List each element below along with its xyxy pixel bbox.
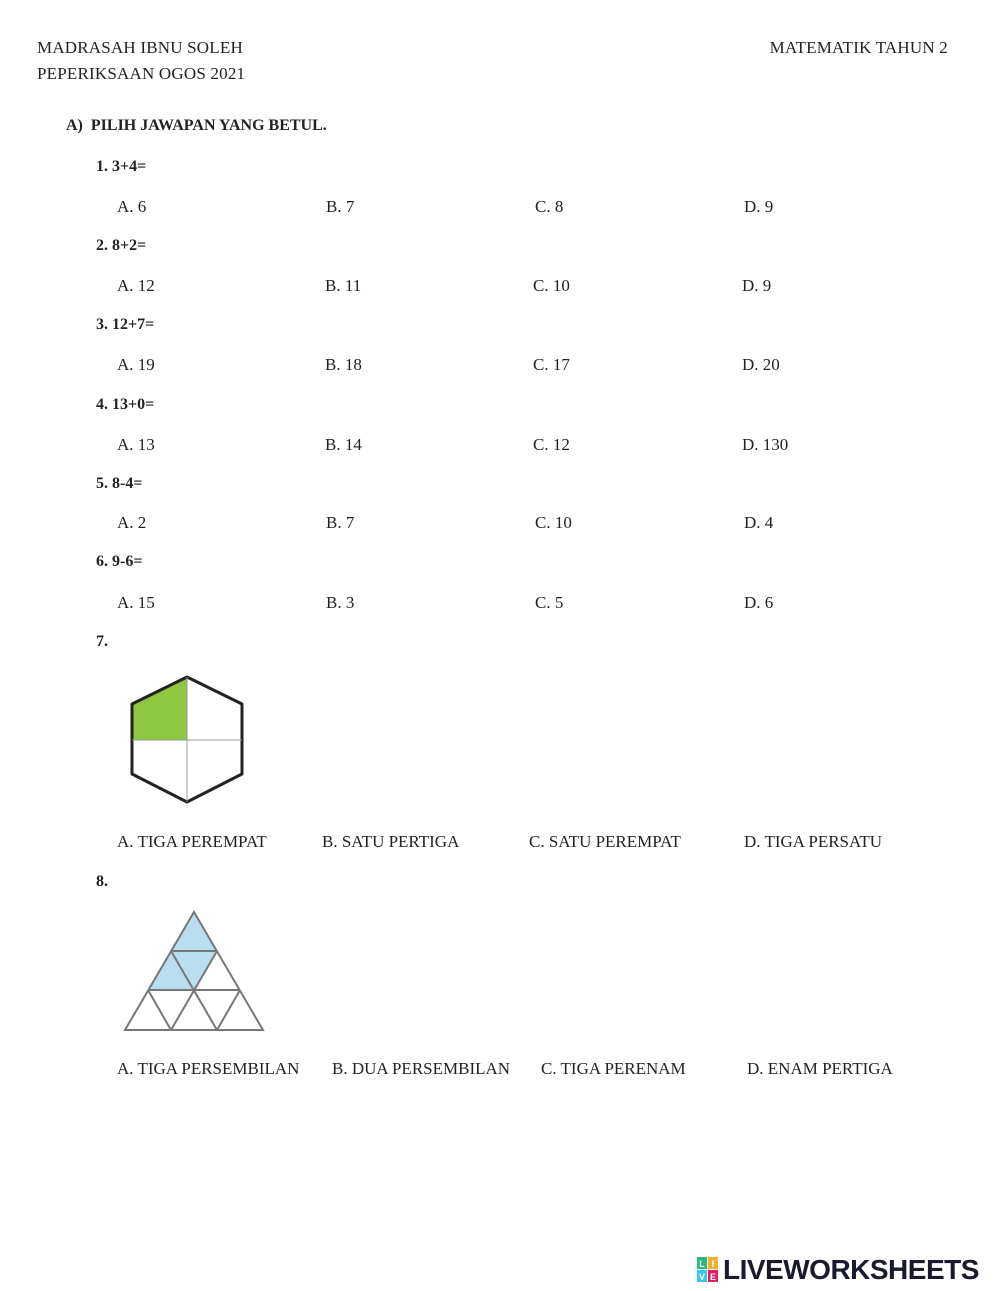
question-number: 2. <box>96 237 108 254</box>
question-number: 3. <box>96 316 108 333</box>
subject-title: MATEMATIK TAHUN 2 <box>769 38 948 57</box>
question-1 <box>96 158 146 176</box>
exam-title: PEPERIKSAAN OGOS 2021 <box>37 64 246 83</box>
option-b[interactable]: B. 7 <box>326 197 355 216</box>
option-b[interactable]: B. 11 <box>325 276 362 295</box>
brand-name: LIVEWORKSHEETS <box>723 1254 979 1285</box>
question-text: 13+0= <box>112 396 155 413</box>
question-number: 7. <box>96 633 108 650</box>
option-a[interactable]: A. TIGA PERSEMBILAN <box>117 1059 300 1078</box>
triangle-fraction-figure <box>120 908 268 1036</box>
option-d[interactable]: D. 130 <box>742 435 789 454</box>
option-c[interactable]: C. 12 <box>533 435 570 454</box>
option-c[interactable]: C. 8 <box>535 197 564 216</box>
shaded-triangle <box>171 912 217 951</box>
option-d[interactable]: D. 4 <box>744 513 774 532</box>
option-d[interactable]: D. 6 <box>744 593 774 612</box>
option-a[interactable]: A. 2 <box>117 513 147 532</box>
hexagon-fraction-figure <box>128 674 248 806</box>
question-number: 6. <box>96 553 108 570</box>
option-a[interactable]: A. 13 <box>117 435 155 454</box>
question-8 <box>96 873 108 891</box>
question-4 <box>96 396 154 414</box>
section-heading <box>66 117 327 135</box>
school-name: MADRASAH IBNU SOLEH <box>37 38 243 57</box>
question-7 <box>96 633 108 651</box>
option-d[interactable]: D. 9 <box>742 276 772 295</box>
option-d[interactable]: D. TIGA PERSATU <box>744 832 883 851</box>
question-6 <box>96 553 142 571</box>
option-b[interactable]: B. 14 <box>325 435 362 454</box>
section-title: PILIH JAWAPAN YANG BETUL. <box>90 117 327 134</box>
option-b[interactable]: B. 7 <box>326 513 355 532</box>
question-text: 8-4= <box>112 475 143 492</box>
option-a[interactable]: A. 6 <box>117 197 147 216</box>
section-label: A) <box>66 117 83 134</box>
option-a[interactable]: A. 12 <box>117 276 155 295</box>
option-d[interactable]: D. 20 <box>742 355 780 374</box>
option-d[interactable]: D. 9 <box>744 197 774 216</box>
question-number: 1. <box>96 158 108 175</box>
option-a[interactable]: A. 19 <box>117 355 155 374</box>
liveworksheets-logo[interactable] <box>697 1253 979 1287</box>
question-number: 8. <box>96 873 108 890</box>
option-d[interactable]: D. ENAM PERTIGA <box>747 1059 893 1078</box>
question-number: 5. <box>96 475 108 492</box>
question-text: 8+2= <box>112 237 147 254</box>
question-2 <box>96 237 146 255</box>
option-c[interactable]: C. 5 <box>535 593 564 612</box>
badge-letter: E <box>709 1272 717 1282</box>
option-c[interactable]: C. 10 <box>535 513 572 532</box>
option-b[interactable]: B. DUA PERSEMBILAN <box>332 1059 511 1078</box>
option-c[interactable]: C. 17 <box>533 355 570 374</box>
badge-letter: I <box>711 1259 715 1269</box>
badge-letter: V <box>698 1272 706 1282</box>
option-c[interactable]: C. 10 <box>533 276 570 295</box>
option-c[interactable]: C. SATU PEREMPAT <box>529 832 681 851</box>
option-b[interactable]: B. 18 <box>325 355 362 374</box>
question-text: 3+4= <box>112 158 147 175</box>
question-3 <box>96 316 154 334</box>
option-c[interactable]: C. TIGA PERENAM <box>541 1059 686 1078</box>
question-text: 12+7= <box>112 316 155 333</box>
question-number: 4. <box>96 396 108 413</box>
option-a[interactable]: A. TIGA PEREMPAT <box>117 832 267 851</box>
badge-letter: L <box>699 1259 705 1269</box>
option-b[interactable]: B. 3 <box>326 593 355 612</box>
option-a[interactable]: A. 15 <box>117 593 155 612</box>
option-b[interactable]: B. SATU PERTIGA <box>322 832 460 851</box>
live-badge-icon <box>697 1257 719 1283</box>
question-5 <box>96 475 142 493</box>
question-text: 9-6= <box>112 553 143 570</box>
shaded-part <box>132 677 187 740</box>
